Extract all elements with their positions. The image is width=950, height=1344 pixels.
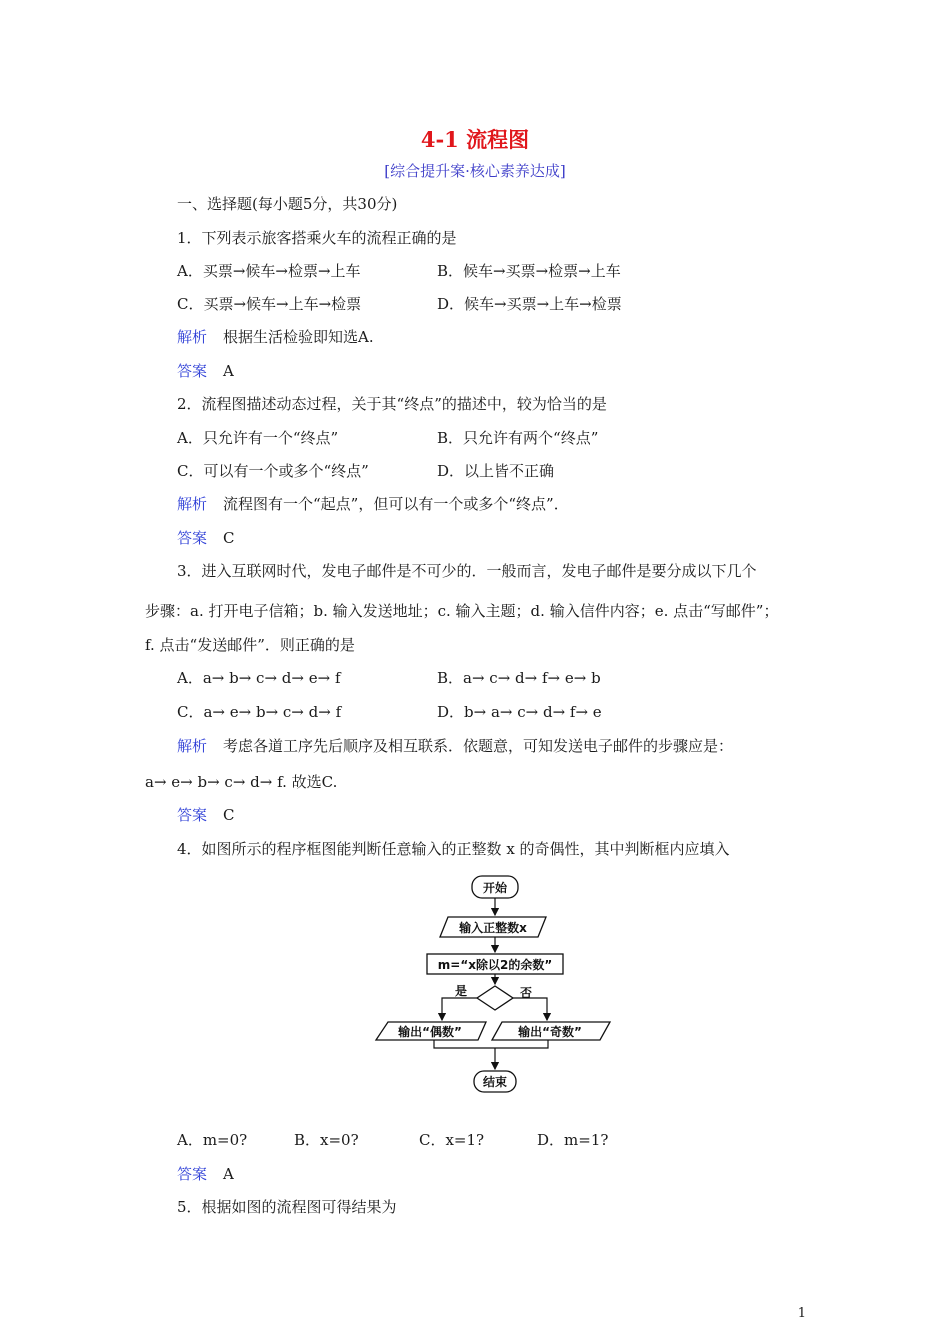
q1-option-c: C．买票→候车→上车→检票: [177, 295, 362, 313]
q3-option-b: B．a→ c→ d→ f→ e→ b: [437, 669, 601, 687]
q3-answer: [177, 805, 235, 825]
q4-answer: [177, 1164, 234, 1184]
q3-option-c: C．a→ e→ b→ c→ d→ f: [177, 703, 342, 721]
page-number: 1: [797, 1306, 806, 1321]
q4-option-b: B．x=0?: [294, 1131, 359, 1149]
q1-option-d: D．候车→买票→上车→检票: [437, 295, 622, 313]
q4-option-c: C．x=1?: [419, 1131, 485, 1149]
q1-answer: [177, 361, 234, 381]
answer-label: 答案: [177, 1165, 208, 1183]
analysis-label: 解析: [177, 495, 208, 513]
q2-option-d: D．以上皆不正确: [437, 462, 555, 480]
flow-start-label: 开始: [482, 881, 508, 895]
q4-option-a: A．m=0?: [177, 1131, 248, 1149]
flow-output-even-label: 输出“偶数”: [398, 1025, 462, 1039]
section-heading: 一、选择题(每小题5分，共30分): [177, 195, 398, 213]
q4-option-d: D．m=1?: [537, 1131, 609, 1149]
flow-assign-label: m=“x除以2的余数”: [437, 958, 553, 972]
q2-option-c: C．可以有一个或多个“终点”: [177, 462, 369, 480]
analysis-text: 根据生活检验即知选A.: [223, 328, 374, 346]
q3-analysis: [177, 736, 733, 756]
q2-option-b: B．只允许有两个“终点”: [437, 429, 599, 447]
q2-answer: [177, 528, 235, 548]
q3-stem-line3: f. 点击“发送邮件”．则正确的是: [145, 636, 355, 654]
q2-analysis: [177, 494, 569, 514]
flowchart: [360, 870, 620, 1100]
q1-option-b: B．候车→买票→检票→上车: [437, 262, 621, 280]
answer-label: 答案: [177, 362, 208, 380]
q3-stem-line2: 步骤：a. 打开电子信箱；b. 输入发送地址；c. 输入主题；d. 输入信件内容；e. 点击“写邮件”；: [145, 602, 779, 620]
page-subtitle: [综合提升案·核心素养达成]: [384, 162, 566, 180]
analysis-label: 解析: [177, 328, 208, 346]
analysis-label: 解析: [177, 737, 208, 755]
q3-analysis-line2: a→ e→ b→ c→ d→ f. 故选C.: [145, 773, 338, 791]
flow-no-label: 否: [519, 986, 533, 1000]
q2-option-a: A．只允许有一个“终点”: [177, 429, 339, 447]
q5-stem: 5．根据如图的流程图可得结果为: [177, 1198, 397, 1216]
flow-end-label: 结束: [482, 1075, 508, 1089]
q3-stem-line1: 3．进入互联网时代，发电子邮件是不可少的．一般而言，发电子邮件是要分成以下几个: [177, 562, 757, 580]
answer-text: C: [223, 806, 235, 824]
q2-stem: 2．流程图描述动态过程，关于其“终点”的描述中，较为恰当的是: [177, 395, 607, 413]
answer-text: A: [223, 362, 234, 380]
answer-text: C: [223, 529, 235, 547]
analysis-text: 流程图有一个“起点”，但可以有一个或多个“终点”．: [223, 495, 569, 513]
analysis-text: 考虑各道工序先后顺序及相互联系．依题意，可知发送电子邮件的步骤应是：: [223, 737, 734, 755]
q4-stem: 4．如图所示的程序框图能判断任意输入的正整数 x 的奇偶性，其中判断框内应填入: [177, 840, 730, 858]
page-title: 4-1 流程图: [420, 127, 530, 152]
answer-text: A: [223, 1165, 234, 1183]
flow-yes-label: 是: [454, 984, 468, 998]
q1-stem: 1．下列表示旅客搭乘火车的流程正确的是: [177, 229, 457, 247]
q1-option-a: A．买票→候车→检票→上车: [177, 262, 361, 280]
q3-option-a: A．a→ b→ c→ d→ e→ f: [177, 669, 341, 687]
flow-input-label: 输入正整数x: [459, 921, 527, 935]
q1-analysis: [177, 327, 374, 347]
flow-decision-diamond: [477, 986, 513, 1010]
flow-output-odd-label: 输出“奇数”: [518, 1025, 582, 1039]
q3-option-d: D．b→ a→ c→ d→ f→ e: [437, 703, 602, 721]
answer-label: 答案: [177, 806, 208, 824]
answer-label: 答案: [177, 529, 208, 547]
